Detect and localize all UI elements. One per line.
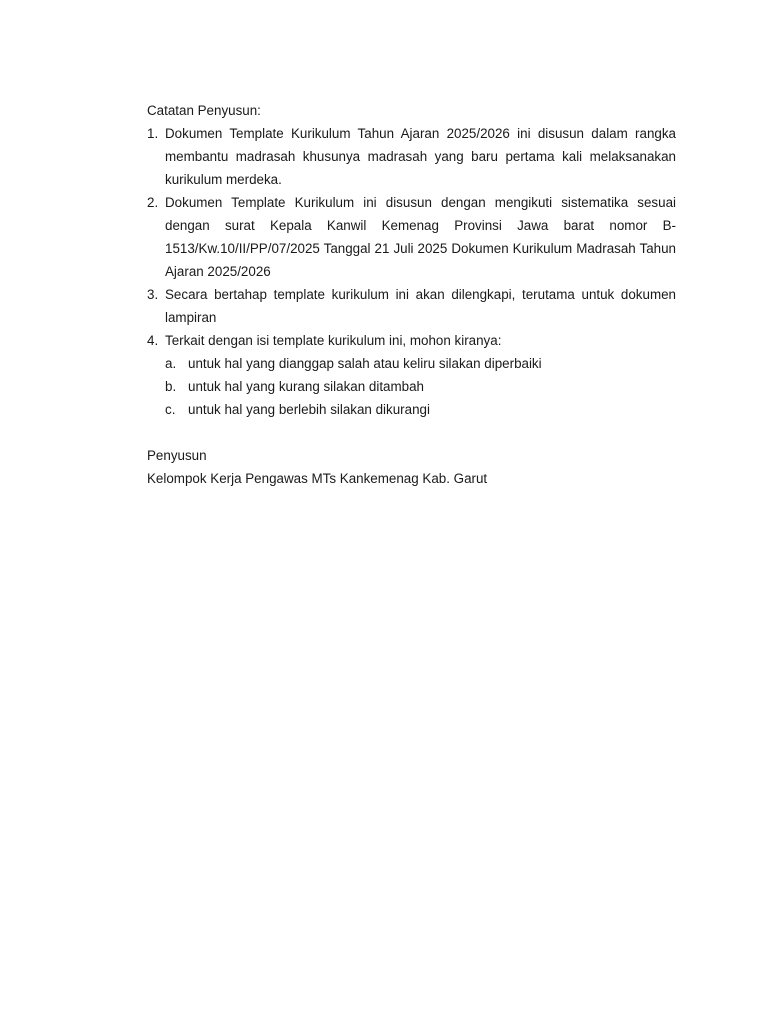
note-item xyxy=(147,329,676,421)
sub-item xyxy=(165,398,676,421)
sub-item-text: untuk hal yang berlebih silakan dikurangi xyxy=(188,402,430,417)
sub-item xyxy=(165,375,676,398)
signature-block xyxy=(147,444,676,490)
sub-item-text: untuk hal yang kurang silakan ditambah xyxy=(188,379,424,394)
note-item xyxy=(147,122,676,191)
notes-list xyxy=(147,122,676,421)
note-text: Dokumen Template Kurikulum ini disusun dengan mengikuti sistematika sesuai dengan surat Kepala Kanwil Kemenag Provinsi Jawa barat nomor B-1513/Kw.10/II/PP/07/2025 Tanggal 21 Juli 2025 Dokumen Kurikulum Madrasah Tahun Ajaran 2025/2026 xyxy=(165,195,676,279)
note-text: Terkait dengan isi template kurikulum ini, mohon kiranya: xyxy=(165,333,502,348)
sub-item-letter: c. xyxy=(165,402,176,417)
note-text: Secara bertahap template kurikulum ini akan dilengkapi, terutama untuk dokumen lampiran xyxy=(165,287,676,325)
notes-heading: Catatan Penyusun: xyxy=(147,103,261,118)
sub-item xyxy=(165,352,676,375)
signature-name: Kelompok Kerja Pengawas MTs Kankemenag Kab. Garut xyxy=(147,471,488,486)
note-number: 4. xyxy=(147,333,159,348)
note-number: 2. xyxy=(147,195,159,210)
document-page xyxy=(147,99,676,490)
note-item xyxy=(147,283,676,329)
signature-role: Penyusun xyxy=(147,448,207,463)
sub-item-text: untuk hal yang dianggap salah atau keliru silakan diperbaiki xyxy=(188,356,542,371)
note-item xyxy=(147,191,676,283)
sub-item-letter: a. xyxy=(165,356,177,371)
note-text: Dokumen Template Kurikulum Tahun Ajaran 2025/2026 ini disusun dalam rangka membantu madrasah khusunya madrasah yang baru pertama kali melaksanakan kurikulum merdeka. xyxy=(165,126,676,187)
sub-item-letter: b. xyxy=(165,379,177,394)
note-number: 1. xyxy=(147,126,159,141)
note-number: 3. xyxy=(147,287,159,302)
sub-list xyxy=(165,352,676,421)
